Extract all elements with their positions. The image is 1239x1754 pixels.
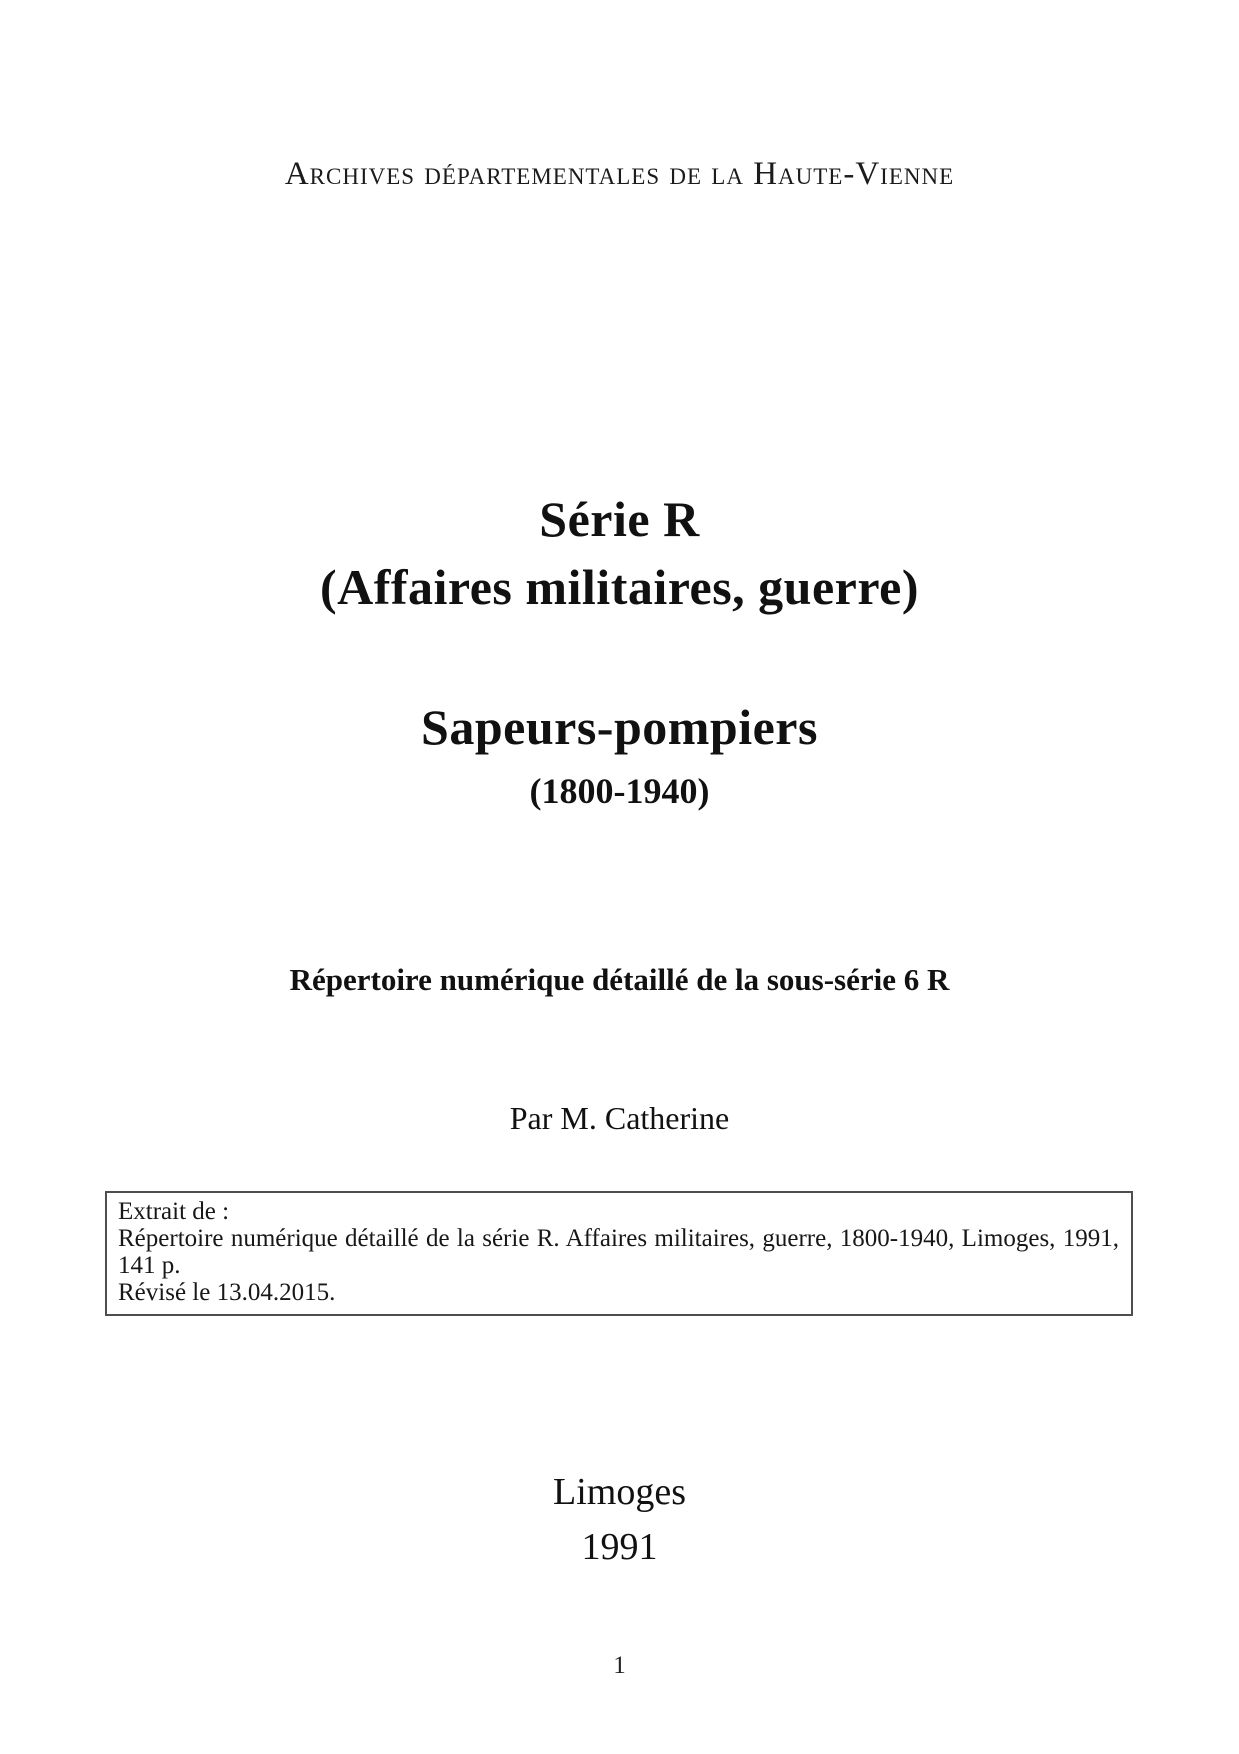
main-title-subject: (Affaires militaires, guerre) [319, 559, 920, 615]
subtitle-year-range: (1800-1940) [529, 771, 710, 811]
archive-header: Archives départementales de la Haute-Vienne [284, 156, 955, 192]
repertoire-title: Répertoire numérique détaillé de la sous-série 6 R [289, 962, 950, 997]
extract-revision-date: Révisé le 13.04.2015. [118, 1279, 336, 1306]
author-line: Par M. Catherine [509, 1100, 730, 1136]
extract-citation: Répertoire numérique détaillé de la série R. Affaires militaires, guerre, 1800-1940, Limoges, 1991, 141 p. [118, 1225, 1119, 1279]
main-title-series: Série R [539, 491, 700, 547]
extract-box [105, 1191, 1133, 1316]
imprint-year: 1991 [581, 1526, 658, 1568]
subtitle-sapeurs-pompiers: Sapeurs-pompiers [421, 699, 818, 755]
imprint-place: Limoges [553, 1471, 686, 1513]
page-number: 1 [613, 1652, 626, 1679]
extract-label: Extrait de : [118, 1198, 230, 1225]
